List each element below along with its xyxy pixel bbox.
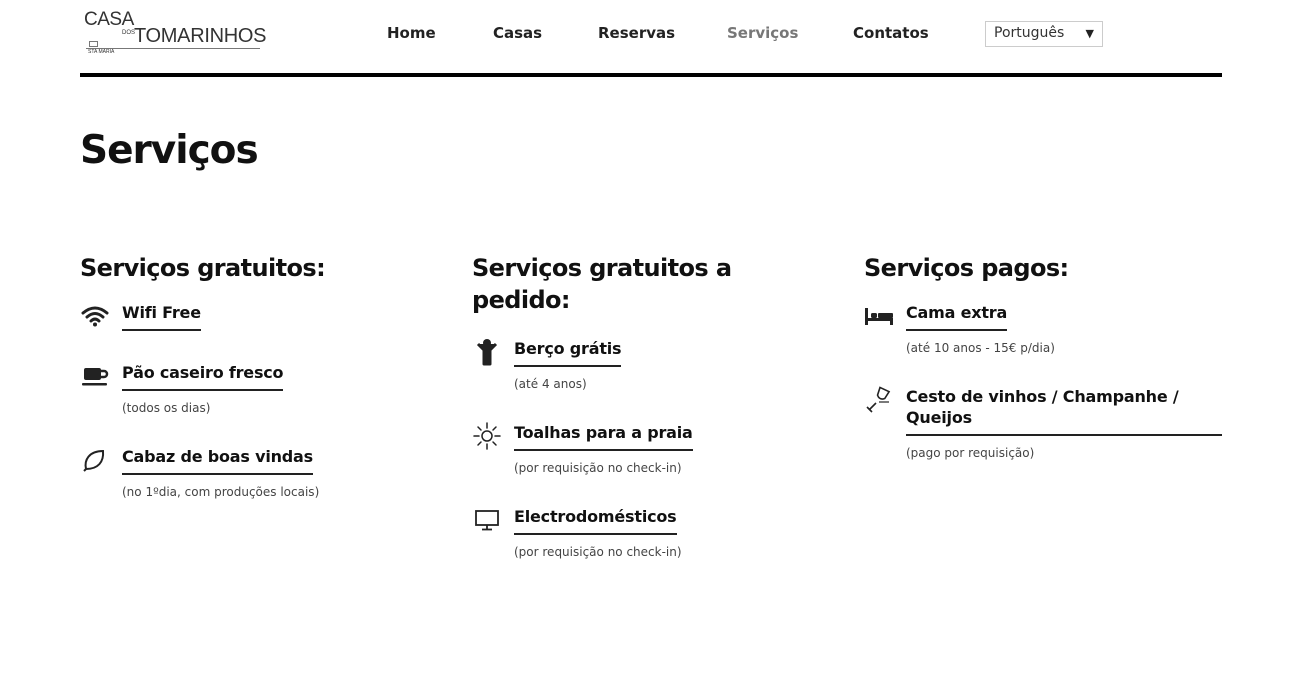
language-selected: Português (994, 25, 1065, 41)
paid-services-column (864, 252, 1222, 461)
logo-tomarinhos-text: TOMARINHOS (134, 25, 267, 47)
service-item (472, 506, 762, 560)
nav-contatos[interactable]: Contatos (853, 24, 929, 42)
monitor-icon (472, 506, 502, 534)
service-note: (por requisição no check-in) (514, 461, 682, 475)
baby-icon (472, 338, 502, 366)
nav-home[interactable]: Home (387, 24, 436, 42)
service-note: (no 1ºdia, com produções locais) (122, 485, 320, 499)
column-heading: Serviços gratuitos a pedido: (472, 254, 732, 314)
service-note: (por requisição no check-in) (514, 545, 682, 559)
service-label: Berço grátis (514, 338, 621, 367)
service-label: Electrodomésticos (514, 506, 677, 535)
service-label: Toalhas para a praia (514, 422, 693, 451)
coffee-cup-icon (80, 362, 110, 390)
service-item (864, 386, 1222, 461)
site-header (80, 0, 1222, 77)
column-heading: Serviços gratuitos: (80, 254, 326, 282)
service-note: (até 4 anos) (514, 377, 587, 391)
page-title: Serviços (80, 128, 258, 173)
caret-down-icon: ▼ (1085, 27, 1094, 40)
leaf-icon (80, 446, 110, 474)
column-heading: Serviços pagos: (864, 254, 1069, 282)
logo-sta-maria-text: STA MARIA (88, 49, 115, 55)
service-item (472, 338, 762, 392)
nav-casas[interactable]: Casas (493, 24, 543, 42)
free-services-column (80, 252, 420, 500)
logo-dos-text: DOS (122, 30, 136, 36)
service-item (864, 302, 1222, 356)
nav-reservas[interactable]: Reservas (598, 24, 676, 42)
sun-icon (472, 422, 502, 450)
free-on-request-column (472, 252, 762, 560)
service-note: (todos os dias) (122, 401, 211, 415)
bed-icon (864, 302, 894, 330)
service-label: Cama extra (906, 302, 1007, 331)
language-select[interactable] (985, 21, 1103, 47)
service-label: Cabaz de boas vindas (122, 446, 313, 475)
logo-casa-text: CASA (84, 9, 134, 30)
service-note: (pago por requisição) (906, 446, 1035, 460)
logo-house-icon (89, 41, 98, 47)
site-logo[interactable] (84, 9, 267, 60)
service-item (80, 446, 420, 500)
service-label: Wifi Free (122, 302, 201, 331)
nav-servicos[interactable]: Serviços (727, 24, 799, 42)
service-label: Cesto de vinhos / Champanhe / Queijos (906, 386, 1222, 436)
service-note: (até 10 anos - 15€ p/dia) (906, 341, 1055, 355)
wine-glasses-icon (864, 386, 894, 414)
service-label: Pão caseiro fresco (122, 362, 283, 391)
service-item (80, 362, 420, 416)
service-item (80, 302, 420, 331)
service-item (472, 422, 762, 476)
wifi-icon (80, 302, 110, 330)
